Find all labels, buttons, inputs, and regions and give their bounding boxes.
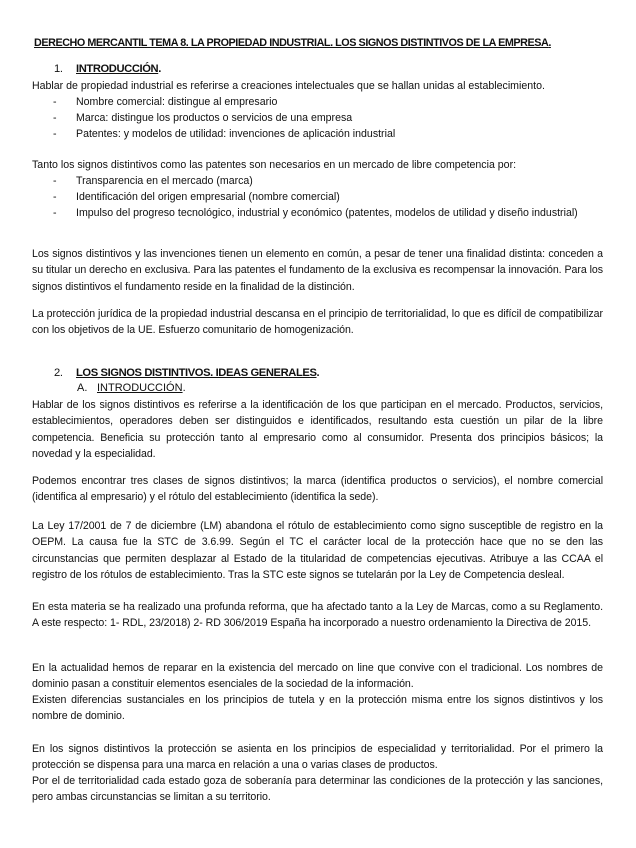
section2-paragraph: En los signos distintivos la protección se asienta en los principios de especialidad y territorialidad. Por el primero la protección se dispensa para una marca en relación a una o varias clases de productos. [32, 743, 603, 772]
document-title-period: . [548, 37, 551, 49]
section2-paragraph: La Ley 17/2001 de 7 de diciembre (LM) abandona el rótulo de establecimiento como signo susceptible de registro en la OEPM. La causa fue la STC de 3.6.99. Según el TC el carácter local de la protección hace que no se den las circunstancias que permiten desplazar al Estado de la titularidad de competencias ejecutivas. Atribuye a las CCAA el registro de los rótulos de establecimiento. Tras la STC este signos se tutelarán por la Ley de Competencia desleal. [32, 520, 603, 581]
list-item [0, 205, 604, 237]
list-item [0, 126, 604, 142]
section2-paragraph: Hablar de los signos distintivos es referirse a la identificación de los que participan en el mercado. Productos, servicios, establecimientos, operadores deben ser distinguidos e identificados, resultando esta cuestión un pilar de la libre competencia. Beneficia su protección tanto al empresario como al consumidor. Presenta dos principios básicos; la novedad y la especialidad. [32, 399, 603, 460]
list-item [0, 173, 604, 189]
section1-heading [54, 62, 161, 77]
section2-heading [54, 366, 319, 381]
bullet-dash: - [53, 207, 57, 219]
section2-heading-period: . [316, 367, 320, 379]
section2-paragraph: En esta materia se ha realizado una profunda reforma, que ha afectado tanto a la Ley de Marcas, como a su Reglamento. A este respecto: 1- RDL, 23/2018) 2- RD 306/2019 España ha incorporado a nuestro ordenamiento la Directiva de 2015. [32, 601, 603, 630]
list-item [0, 189, 604, 205]
section2-paragraph: Podemos encontrar tres clases de signos distintivos; la marca (identifica productos o servicios), el nombre comercial (identifica al empresario) y el rótulo del establecimiento (identifica la sede). [32, 475, 603, 504]
bullet-text: Identificación del origen empresarial (nombre comercial) [76, 191, 340, 203]
section2-paragraph: Por el de territorialidad cada estado goza de soberanía para determinar las condiciones de la protección y las sanciones, pero ambas circunstancias se limitan a su territorio. [32, 775, 603, 804]
bullet-text: Impulso del progreso tecnológico, industrial y económico (patentes, modelos de utilidad y diseño industrial) [76, 207, 578, 219]
list-item [0, 110, 604, 126]
section1-paragraph: La protección jurídica de la propiedad industrial descansa en el principio de territorialidad, lo que es difícil de compatibilizar con los objetivos de la UE. Esfuerzo comunitario de homogenización. [32, 308, 603, 337]
section2-number: 2. [54, 367, 63, 379]
section1-intro: Hablar de propiedad industrial es referirse a creaciones intelectuales que se hallan unidas al establecimiento. [32, 80, 545, 92]
bullet-dash: - [53, 128, 57, 140]
section2-subheading [77, 381, 186, 396]
document-title [34, 36, 604, 50]
bullet-text: Marca: distingue los productos o servicios de una empresa [76, 112, 353, 124]
section2-paragraph: En la actualidad hemos de reparar en la existencia del mercado on line que convive con el tradicional. Los nombres de dominio pasan a constituir elementos esenciales de la sociedad de la información. [32, 662, 603, 691]
list-item [0, 94, 604, 110]
subheading-text: INTRODUCCIÓN [97, 382, 183, 394]
bullet-dash: - [53, 191, 57, 203]
document-title-text: DERECHO MERCANTIL TEMA 8. LA PROPIEDAD INDUSTRIAL. LOS SIGNOS DISTINTIVOS DE LA EMPRESA [34, 37, 549, 49]
section1-lead: Tanto los signos distintivos como las patentes son necesarios en un mercado de libre competencia por: [32, 159, 517, 171]
bullet-text: Transparencia en el mercado (marca) [76, 175, 253, 187]
section2-paragraph: Existen diferencias sustanciales en los principios de tutela y en la protección misma entre los signos distintivos y los nombre de dominio. [32, 694, 603, 723]
section1-number: 1. [54, 63, 63, 75]
bullet-text: Patentes: y modelos de utilidad: invenciones de aplicación industrial [76, 128, 396, 140]
section2-heading-text: LOS SIGNOS DISTINTIVOS. IDEAS GENERALES [76, 367, 317, 379]
bullet-text: Nombre comercial: distingue al empresario [76, 96, 278, 108]
subheading-letter: A. [77, 382, 88, 394]
section1-heading-text: INTRODUCCIÓN [76, 63, 159, 75]
subheading-period: . [182, 382, 186, 394]
bullet-dash: - [53, 175, 57, 187]
section1-heading-period: . [158, 63, 161, 75]
section1-paragraph: Los signos distintivos y las invenciones tienen un elemento en común, a pesar de tener una finalidad distinta: conceden a su titular un derecho en exclusiva. Para las patentes el fundamento de la exclusiva es recompensar la innovación. Para los signos distintivos el fundamento reside en la finalidad de la distinción. [32, 248, 603, 293]
bullet-dash: - [53, 112, 57, 124]
bullet-dash: - [53, 96, 57, 108]
